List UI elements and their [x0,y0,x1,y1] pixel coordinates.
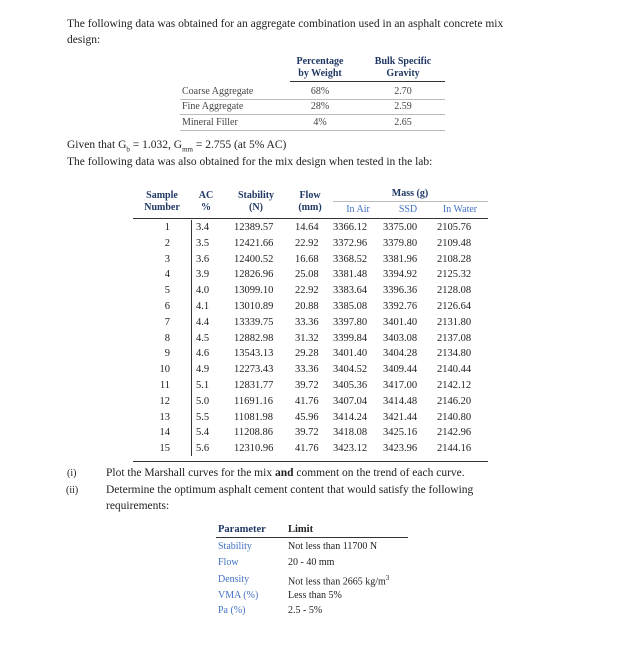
cell-stability: 13339.75 [234,316,274,328]
req-limit: Less than 5% [288,590,342,601]
cell-ac: 4.6 [196,348,210,360]
cell-sample: 9 [164,348,170,360]
cell-ssd: 3394.92 [383,269,418,281]
mix-header-in-air: In Air [346,204,370,215]
cell-in-water: 2134.80 [437,348,472,360]
cell-in-water: 2128.08 [437,285,472,297]
agg-row-pct: 4% [313,117,327,128]
cell-ac: 5.5 [196,411,210,423]
cell-stability: 12421.66 [234,237,274,249]
cell-in-air: 3381.48 [333,269,368,281]
agg-row-pct: 28% [310,101,330,112]
mix-header-flow: Flow (mm) [298,190,322,213]
agg-header-gravity: Bulk Specific Gravity [374,56,432,79]
cell-ssd: 3375.00 [383,222,418,233]
cell-ac: 4.4 [196,316,210,328]
mix-header-ac: AC % [198,190,214,213]
agg-header-rule [290,81,445,82]
cell-flow: 39.72 [295,380,319,391]
cell-in-water: 2140.44 [437,364,472,376]
cell-sample: 13 [159,411,170,423]
mix-header-stability: Stability (N) [237,190,275,213]
cell-in-air: 3405.36 [333,380,368,391]
question-1-marker: (i) [67,468,77,479]
agg-row-name: Mineral Filler [182,117,238,128]
agg-row-divider [180,114,445,115]
cell-in-air: 3401.40 [333,348,368,360]
agg-row-gravity: 2.65 [394,117,412,128]
req-param: Pa (%) [218,605,246,616]
cell-sample: 15 [159,443,170,455]
cell-stability: 12273.43 [234,364,274,376]
cell-sample: 10 [159,364,170,376]
cell-stability: 12882.98 [234,332,274,344]
cell-in-water: 2105.76 [437,222,472,233]
sample-column-divider [191,220,192,456]
cell-sample: 14 [159,427,170,439]
cell-flow: 14.64 [295,222,319,233]
cell-in-water: 2125.32 [437,269,472,281]
req-limit: Not less than 2665 $kg/m^3$ [288,574,390,588]
cell-in-water: 2146.20 [437,395,472,407]
agg-row-divider [180,130,445,131]
cell-ac: 3.5 [196,237,210,249]
cell-stability: 12826.96 [234,269,274,281]
cell-ac: 3.9 [196,269,210,281]
req-limit: Not less than 11700 N [288,541,378,552]
cell-stability: 12400.52 [234,253,274,265]
cell-ssd: 3417.00 [383,380,418,391]
cell-stability: 13543.13 [234,348,274,360]
cell-in-water: 2131.80 [437,316,472,328]
cell-sample: 8 [164,332,170,344]
mix-header-sample: Sample Number [144,190,180,213]
given-statement: Given that $G_b = 1.032$, $G_{mm} = 2.755$ (at 5% AC) [67,139,287,154]
question-2-line-1: Determine the optimum asphalt cement content that would satisfy the following [106,484,474,496]
cell-ac: 4.0 [196,285,210,297]
agg-row-gravity: 2.70 [394,86,412,97]
cell-flow: 22.92 [295,285,319,297]
cell-flow: 31.32 [295,332,319,344]
cell-flow: 33.36 [295,364,319,376]
cell-ssd: 3401.40 [383,316,418,328]
cell-flow: 45.96 [295,411,319,423]
req-param: Stability [218,541,252,552]
intro-line-2: design: [67,34,101,46]
cell-ssd: 3403.08 [383,332,418,344]
agg-row-pct: 68% [310,86,330,97]
cell-sample: 4 [164,269,170,281]
cell-ac: 5.4 [196,427,210,439]
agg-row-divider [180,99,445,100]
req-header-limit: Limit [288,524,314,535]
lab-intro: The following data was also obtained for the mix design when tested in the lab: [67,156,433,168]
cell-ac: 5.1 [196,380,210,391]
cell-ssd: 3423.96 [383,443,418,455]
cell-ssd: 3392.76 [383,301,418,312]
req-limit: 20 - 40 mm [288,557,335,568]
cell-in-air: 3383.64 [333,285,368,297]
cell-in-air: 3385.08 [333,301,368,312]
cell-in-water: 2108.28 [437,253,472,265]
mix-header-in-water: In Water [442,204,478,215]
cell-flow: 25.08 [295,269,319,281]
cell-ssd: 3381.96 [383,253,418,265]
cell-ssd: 3379.80 [383,237,418,249]
cell-ssd: 3421.44 [383,411,418,423]
cell-ssd: 3404.28 [383,348,418,360]
cell-in-water: 2126.64 [437,301,472,312]
req-limit: 2.5 - 5% [288,605,323,616]
cell-flow: 41.76 [295,443,319,455]
cell-sample: 3 [164,253,170,265]
cell-sample: 12 [159,395,170,407]
cell-in-water: 2140.80 [437,411,472,423]
cell-in-water: 2144.16 [437,443,472,455]
cell-ssd: 3425.16 [383,427,418,439]
cell-ac: 4.5 [196,332,210,344]
cell-in-air: 3399.84 [333,332,368,344]
req-header-parameter: Parameter [218,524,266,535]
cell-in-water: 2142.96 [437,427,472,439]
cell-stability: 11691.16 [234,395,273,407]
cell-in-water: 2109.48 [437,237,472,249]
cell-in-air: 3372.96 [333,237,368,249]
cell-in-air: 3407.04 [333,395,368,407]
cell-sample: 5 [164,285,170,297]
cell-in-air: 3423.12 [333,443,368,455]
cell-ac: 5.0 [196,395,210,407]
mix-bottom-rule [133,461,488,462]
cell-sample: 7 [164,316,170,328]
cell-flow: 41.76 [295,395,319,407]
cell-stability: 12831.77 [234,380,274,391]
mix-header-rule [133,218,488,219]
cell-flow: 20.88 [295,301,319,312]
mix-header-mass: Mass (g) [391,188,429,199]
agg-row-name: Coarse Aggregate [182,86,254,97]
cell-in-air: 3366.12 [333,222,368,233]
cell-ssd: 3396.36 [383,285,418,297]
cell-in-air: 3368.52 [333,253,368,265]
intro-line-1: The following data was obtained for an aggregate combination used in an asphalt concrete mix [67,18,504,30]
cell-flow: 22.92 [295,237,319,249]
cell-stability: 13010.89 [234,301,274,312]
cell-in-air: 3397.80 [333,316,368,328]
cell-in-air: 3404.52 [333,364,368,376]
cell-sample: 6 [164,301,170,312]
question-2-marker: (ii) [66,485,79,496]
agg-header-percentage: Percentage by Weight [296,56,344,79]
agg-row-name: Fine Aggregate [182,101,244,112]
cell-in-air: 3414.24 [333,411,368,423]
cell-sample: 2 [164,237,170,249]
cell-sample: 1 [164,222,170,233]
cell-ac: 4.9 [196,364,210,376]
cell-sample: 11 [159,380,170,391]
req-param: Density [218,574,250,585]
mix-header-ssd: SSD [398,204,418,215]
question-1-text: Plot the Marshall curves for the mix and comment on the trend of each curve. [106,467,465,479]
question-2-line-2: requirements: [106,500,170,512]
cell-in-water: 2137.08 [437,332,472,344]
mass-subheader-rule [333,201,488,202]
req-param: Flow [218,557,239,568]
cell-stability: 12389.57 [234,222,274,233]
cell-ssd: 3409.44 [383,364,418,376]
cell-ac: 3.4 [196,222,210,233]
req-header-rule [216,537,408,538]
cell-ac: 3.6 [196,253,210,265]
cell-flow: 39.72 [295,427,319,439]
cell-stability: 11208.86 [234,427,273,439]
cell-flow: 29.28 [295,348,319,360]
cell-flow: 16.68 [295,253,319,265]
req-param: VMA (%) [218,590,259,601]
cell-stability: 11081.98 [234,411,273,423]
cell-in-water: 2142.12 [437,380,472,391]
cell-ssd: 3414.48 [383,395,418,407]
cell-ac: 4.1 [196,301,210,312]
cell-stability: 12310.96 [234,443,274,455]
cell-ac: 5.6 [196,443,210,455]
cell-in-air: 3418.08 [333,427,368,439]
cell-stability: 13099.10 [234,285,274,297]
cell-flow: 33.36 [295,316,319,328]
agg-row-gravity: 2.59 [394,101,412,112]
